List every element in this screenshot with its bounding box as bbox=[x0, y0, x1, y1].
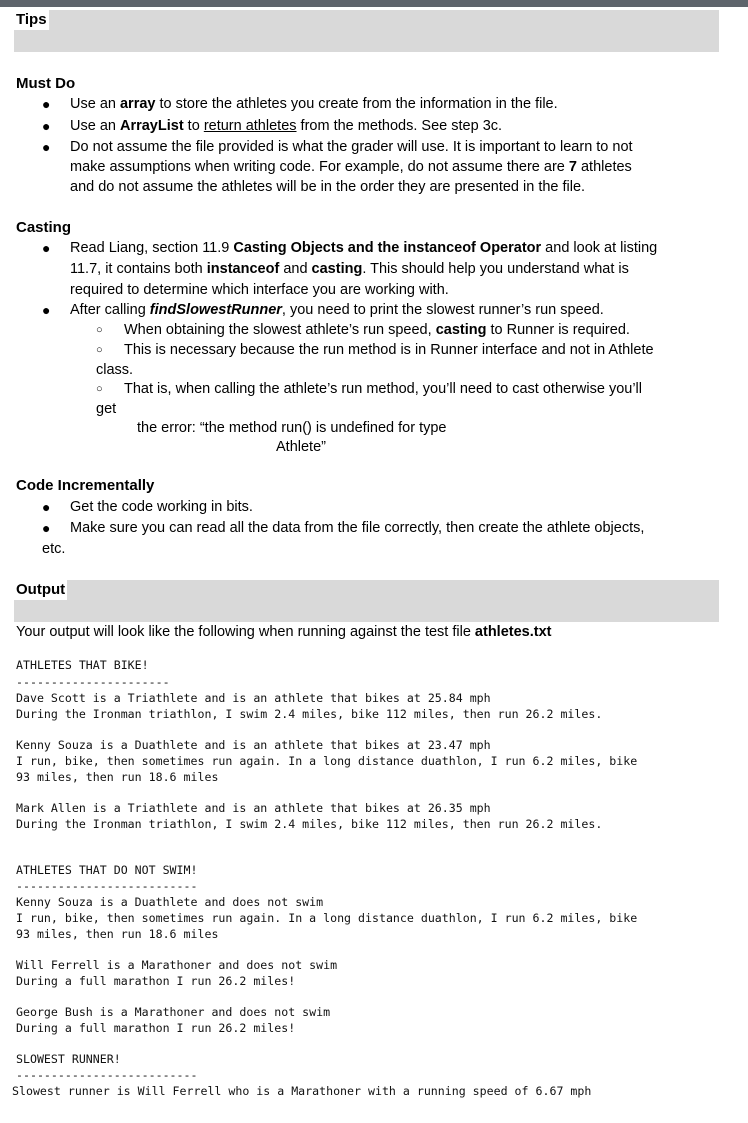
incremental-item-read-data-cont: etc. bbox=[42, 541, 66, 557]
tips-title: Tips bbox=[16, 11, 47, 28]
must-do-item-arraylist: Use an ArrayList to return athletes from the methods. See step 3c. bbox=[70, 118, 503, 134]
casting-item-liang-line1: Read Liang, section 11.9 Casting Objects and the instanceof Operator and look at listing bbox=[70, 240, 658, 256]
bike-entry-kenny-souza: Kenny Souza is a Duathlete and is an athlete that bikes at 23.47 mph I run, bike, then sometimes run again. In a long distance duathlon, I run 6.2 miles, bike 93 miles, then run 18.6 miles bbox=[16, 738, 638, 784]
output-section-bar bbox=[14, 580, 719, 622]
incremental-heading: Code Incrementally bbox=[16, 477, 155, 494]
casting-error-line2: Athlete” bbox=[276, 439, 326, 455]
bullet-icon: ● bbox=[42, 520, 51, 536]
slowest-section-header: SLOWEST RUNNER! bbox=[16, 1052, 121, 1066]
tips-section-bar bbox=[14, 10, 719, 52]
slowest-section-rule: -------------------------- bbox=[16, 1068, 198, 1082]
bike-section-rule: ---------------------- bbox=[16, 675, 170, 689]
casting-subitem-obtaining: When obtaining the slowest athlete’s run speed, casting to Runner is required. bbox=[124, 322, 630, 338]
bike-entry-mark-allen: Mark Allen is a Triathlete and is an athlete that bikes at 26.35 mph During the Ironman triathlon, I swim 2.4 miles, bike 112 miles, then run 26.2 miles. bbox=[16, 801, 603, 831]
bullet-icon: ● bbox=[42, 302, 51, 318]
bullet-icon: ● bbox=[42, 139, 51, 155]
incremental-item-bits: Get the code working in bits. bbox=[70, 499, 253, 515]
must-do-item-assume-line1: Do not assume the file provided is what the grader will use. It is important to learn to not bbox=[70, 139, 633, 155]
bike-entry-dave-scott: Dave Scott is a Triathlete and is an athlete that bikes at 25.84 mph During the Ironman triathlon, I swim 2.4 miles, bike 112 miles, then run 26.2 miles. bbox=[16, 691, 603, 721]
swim-entry-george-bush: George Bush is a Marathoner and does not swim During a full marathon I run 26.2 miles! bbox=[16, 1005, 331, 1035]
swim-section-rule: -------------------------- bbox=[16, 879, 198, 893]
casting-subitem-thatis-line1: That is, when calling the athlete’s run method, you’ll need to cast otherwise you’ll bbox=[124, 381, 642, 397]
casting-heading: Casting bbox=[16, 219, 72, 236]
casting-subitem-necessary-line1: This is necessary because the run method is in Runner interface and not in Athlete bbox=[124, 342, 654, 358]
bullet-icon: ● bbox=[42, 240, 51, 256]
must-do-item-assume-line3: and do not assume the athletes will be in the order they are presented in the file. bbox=[70, 179, 586, 195]
casting-subitem-thatis-line2: get bbox=[96, 401, 117, 417]
bullet-icon: ● bbox=[42, 118, 51, 134]
sub-bullet-icon: ○ bbox=[96, 383, 103, 395]
must-do-heading: Must Do bbox=[16, 75, 76, 92]
swim-entry-will-ferrell: Will Ferrell is a Marathoner and does not swim During a full marathon I run 26.2 miles! bbox=[16, 958, 338, 988]
bullet-icon: ● bbox=[42, 96, 51, 112]
sub-bullet-icon: ○ bbox=[96, 344, 103, 356]
top-border bbox=[0, 0, 748, 7]
output-title: Output bbox=[16, 581, 66, 598]
casting-item-find-slowest: After calling findSlowestRunner, you need to print the slowest runner’s run speed. bbox=[70, 302, 604, 318]
output-intro: Your output will look like the following when running against the test file athletes.txt bbox=[16, 624, 552, 640]
must-do-item-array: Use an array to store the athletes you create from the information in the file. bbox=[70, 96, 558, 112]
incremental-item-read-data: Make sure you can read all the data from the file correctly, then create the athlete objects, bbox=[70, 520, 645, 536]
swim-entry-kenny-souza: Kenny Souza is a Duathlete and does not swim I run, bike, then sometimes run again. In a long distance duathlon, I run 6.2 miles, bike 93 miles, then run 18.6 miles bbox=[16, 895, 638, 941]
casting-item-liang-line2: 11.7, it contains both instanceof and casting. This should help you understand what is bbox=[70, 261, 629, 277]
casting-subitem-necessary-line2: class. bbox=[96, 362, 134, 378]
bike-section-header: ATHLETES THAT BIKE! bbox=[16, 658, 149, 672]
swim-section-header: ATHLETES THAT DO NOT SWIM! bbox=[16, 863, 198, 877]
casting-error-line1: the error: “the method run() is undefined for type bbox=[137, 420, 447, 436]
slowest-runner-line: Slowest runner is Will Ferrell who is a Marathoner with a running speed of 6.67 mph bbox=[12, 1084, 592, 1098]
sub-bullet-icon: ○ bbox=[96, 324, 103, 336]
casting-item-liang-line3: required to determine which interface you are working with. bbox=[70, 282, 449, 298]
bullet-icon: ● bbox=[42, 499, 51, 515]
must-do-item-assume-line2: make assumptions when writing code. For example, do not assume there are 7 athletes bbox=[70, 159, 632, 175]
